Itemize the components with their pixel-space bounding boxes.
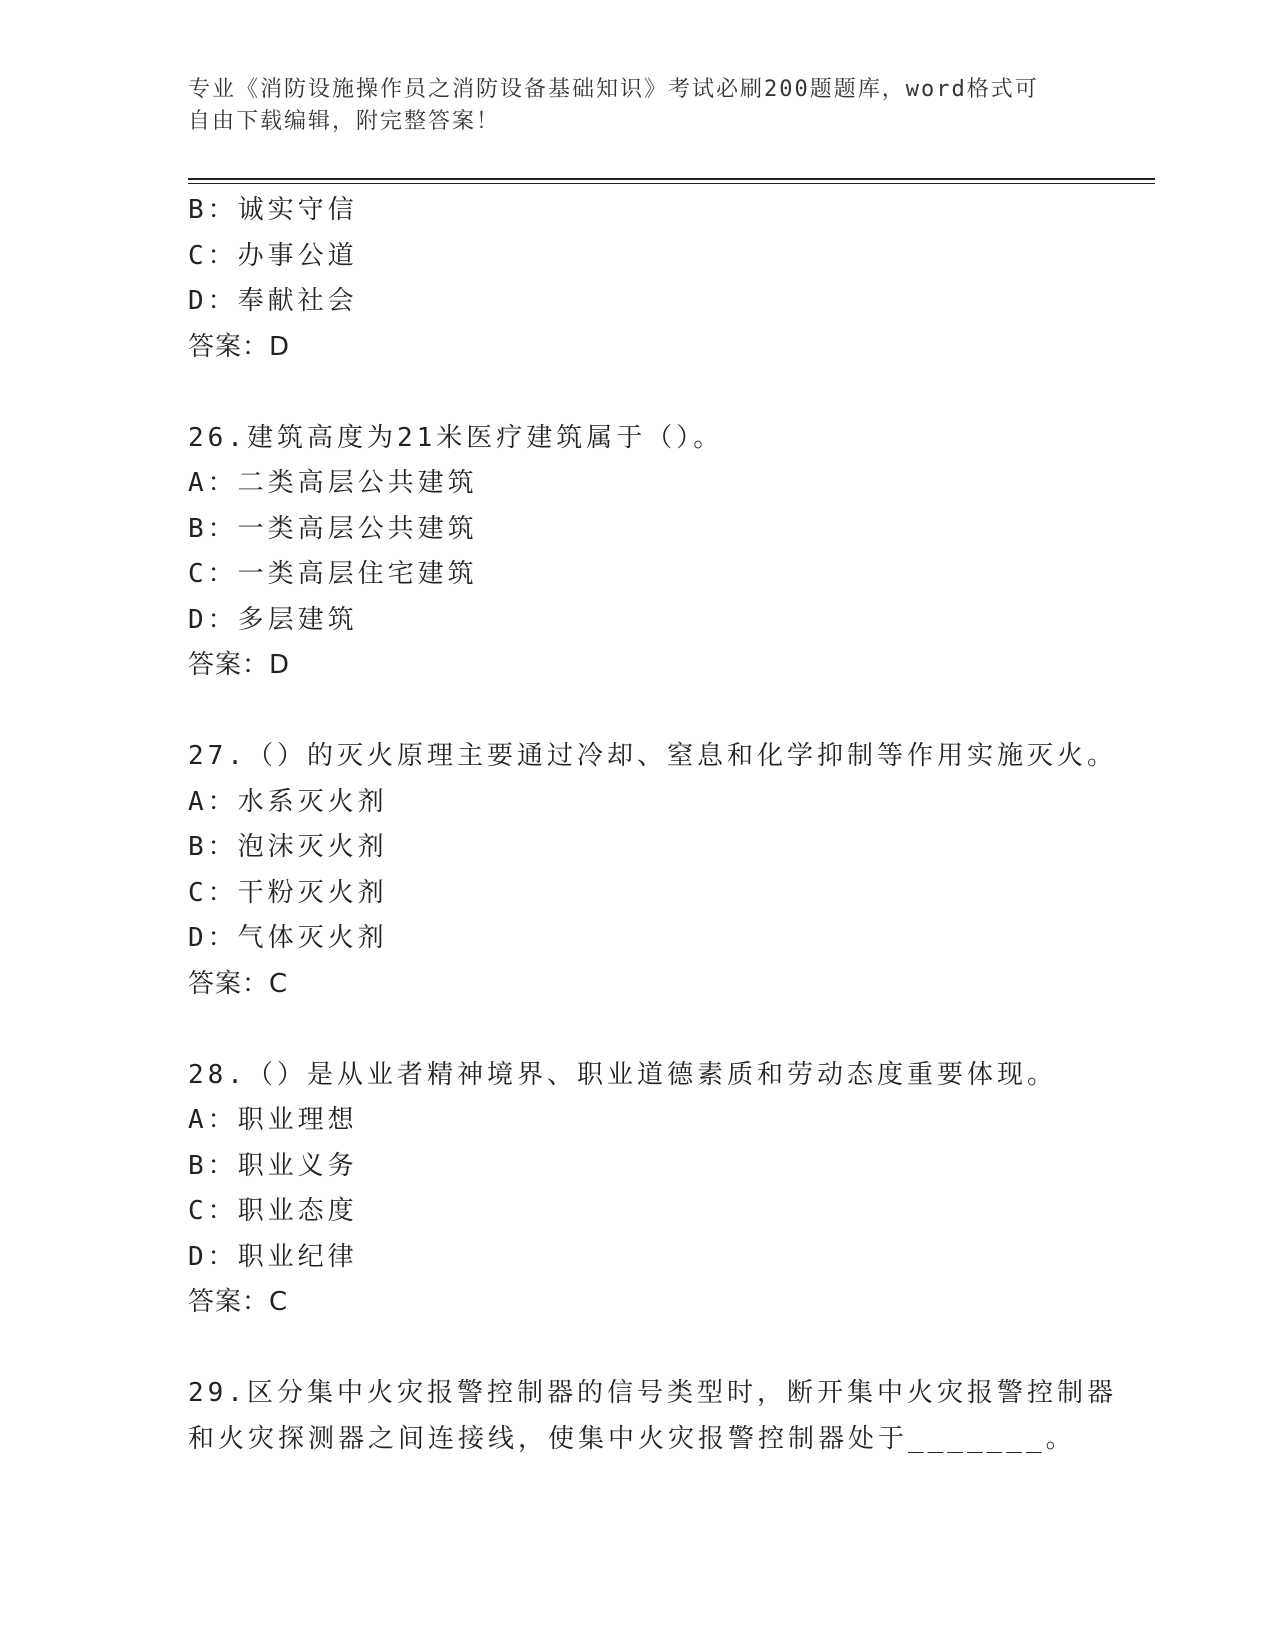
header-line-2: 自由下载编辑，附完整答案！	[188, 109, 501, 134]
answer: 答案：D	[188, 331, 291, 362]
option-b: B：一类高层公共建筑	[188, 513, 478, 544]
header-rule-thick	[188, 178, 1155, 180]
option-b: B：职业义务	[188, 1150, 358, 1181]
option-b: B：泡沫灭火剂	[188, 832, 388, 862]
question-26	[188, 416, 1088, 689]
question-29	[188, 1371, 1117, 1462]
header-line-1: 专业《消防设施操作员之消防设备基础知识》考试必刷200题题库，word格式可	[188, 77, 1039, 102]
question-25-continued	[188, 188, 1088, 370]
question-27	[188, 734, 1117, 1007]
spacer	[188, 1007, 1088, 1053]
option-a: A：水系灭火剂	[188, 786, 388, 817]
option-a: A：二类高层公共建筑	[188, 468, 478, 498]
option-c: C：办事公道	[188, 240, 358, 271]
option-b: B：诚实守信	[188, 195, 358, 225]
option-c: C：干粉灭火剂	[188, 877, 388, 908]
option-a: A：职业理想	[188, 1105, 358, 1135]
question-text: 28.（）是从业者精神境界、职业道德素质和劳动态度重要体现。	[188, 1059, 1057, 1090]
question-text: 26.建筑高度为21米医疗建筑属于（）。	[188, 422, 724, 453]
answer: 答案：C	[188, 968, 289, 999]
spacer	[188, 1326, 1088, 1372]
option-d: D：职业纪律	[188, 1241, 358, 1272]
spacer	[188, 370, 1088, 416]
option-c: C：职业态度	[188, 1196, 358, 1226]
option-c: C：一类高层住宅建筑	[188, 559, 478, 589]
document-body	[188, 188, 1117, 1462]
option-d: D：多层建筑	[188, 604, 358, 635]
question-text: 27.（）的灭火原理主要通过冷却、窒息和化学抑制等作用实施灭火。	[188, 741, 1117, 771]
answer: 答案：D	[188, 650, 291, 680]
question-text-line-1: 29.区分集中火灾报警控制器的信号类型时，断开集中火灾报警控制器	[188, 1378, 1117, 1408]
option-d: D：奉献社会	[188, 286, 358, 316]
header-rule-thin	[188, 183, 1155, 184]
question-text-line-2: 和火灾探测器之间连接线，使集中火灾报警控制器处于_______。	[188, 1423, 1076, 1454]
spacer	[188, 689, 1088, 735]
document-header	[188, 74, 1068, 138]
option-d: D：气体灭火剂	[188, 923, 388, 953]
question-28	[188, 1053, 1088, 1326]
answer: 答案：C	[188, 1287, 289, 1317]
